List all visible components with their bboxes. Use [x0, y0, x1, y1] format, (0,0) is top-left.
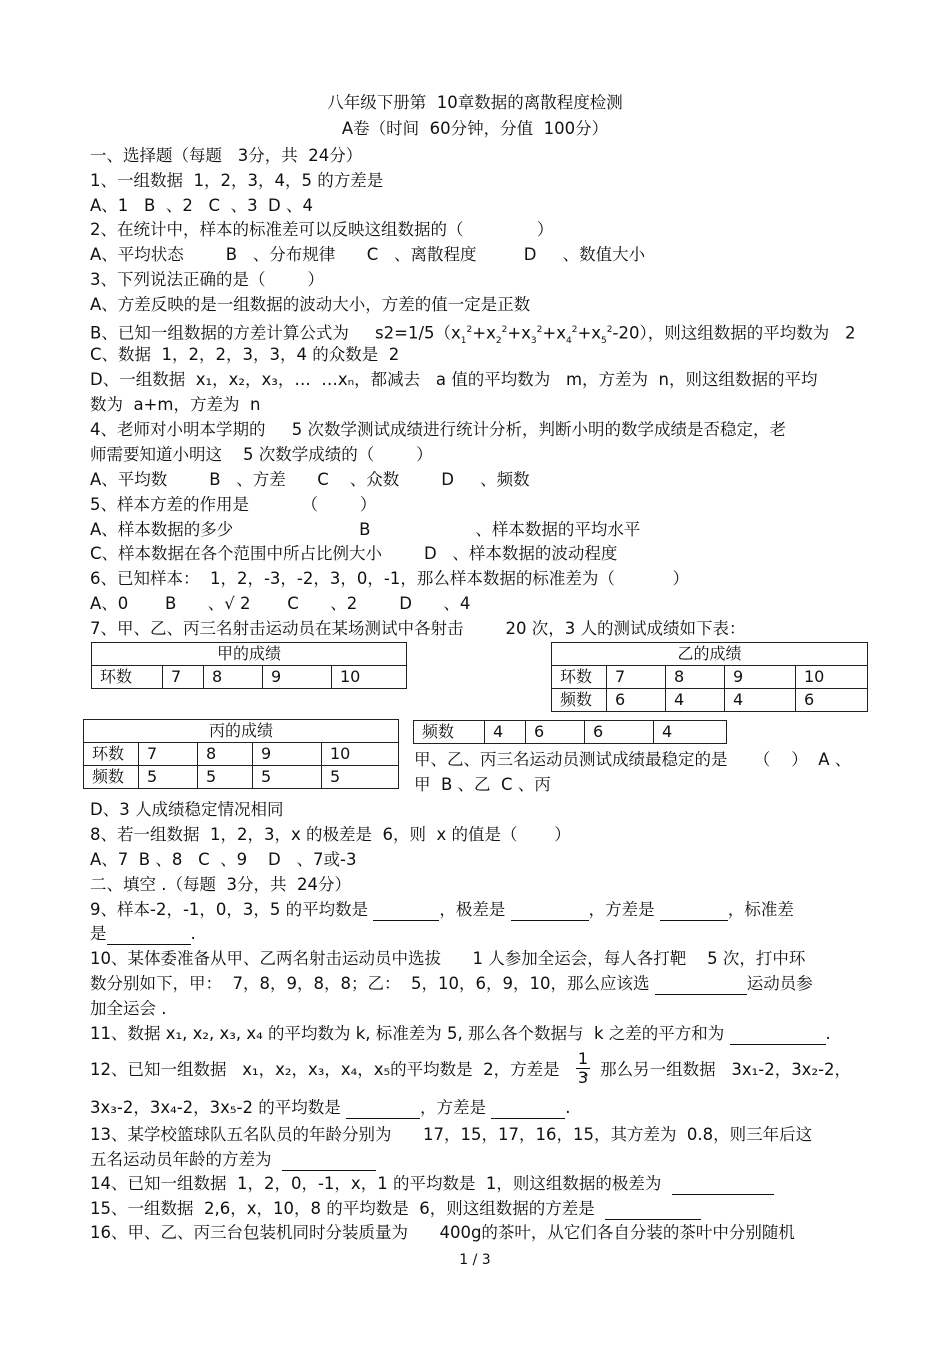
jia-score-table — [91, 642, 407, 689]
answer-blank[interactable] — [655, 976, 747, 995]
q14-stem: 14、已知一组数据 1，2，0，-1，x，1 的平均数是 1，则这组数据的极差为 — [90, 1173, 774, 1195]
q8-stem: 8、若一组数据 1，2，3，x 的极差是 6，则 x 的值是（ ） — [90, 825, 571, 844]
answer-blank[interactable] — [730, 1026, 826, 1045]
bing-ring-cell: 7 — [139, 743, 198, 766]
q3-option-d: D、一组数据 x₁，x₂，x₃，… …xₙ，都减去 a 值的平均数为 m，方差为 n，则这组数据的平均 — [90, 370, 818, 389]
q5-stem: 5、样本方差的作用是 （ ） — [90, 495, 377, 514]
q4-stem: 4、老师对小明本学期的 5 次数学测试成绩进行统计分析，判断小明的数学成绩是否稳定，老 — [90, 420, 786, 439]
answer-blank[interactable] — [282, 1152, 376, 1171]
q9-stem-cont: 是 . — [90, 924, 196, 943]
jia-rings-label: 环数 — [92, 666, 163, 689]
answer-blank[interactable] — [491, 1100, 565, 1119]
q1-stem: 1、一组数据 1，2，3，4，5 的方差是 — [90, 171, 384, 190]
fraction-numerator: 1 — [577, 1049, 589, 1068]
q2-options: A、平均状态 B 、分布规律 C 、离散程度 D 、数值大小 — [90, 245, 646, 264]
q7-question: 甲、乙、丙三名运动员测试成绩最稳定的是 （ ） A 、 — [414, 750, 852, 769]
yi-ring-cell: 10 — [796, 666, 868, 689]
q7-option-d: D、3 人成绩稳定情况相同 — [90, 800, 284, 819]
q6-options: A、0 B 、√ 2 C 、2 D 、4 — [90, 594, 471, 613]
exam-title: 八年级下册第 10章数据的离散程度检测 — [327, 93, 623, 112]
q1-options: A、1 B 、2 C 、3 D 、4 — [90, 196, 314, 215]
q3-option-c: C、数据 1，2，2，3，3，4 的众数是 2 — [90, 345, 400, 364]
jia-freq-cell: 6 — [585, 721, 654, 744]
yi-ring-cell: 8 — [666, 666, 725, 689]
bing-score-table — [83, 719, 399, 789]
fraction-one-third — [573, 1050, 593, 1087]
jia-ring-cell: 7 — [163, 666, 204, 689]
bing-rings-label: 环数 — [84, 743, 139, 766]
q9-stem: 9、样本-2，-1，0，3，5 的平均数是 ，极差是 ，方差是 ，标准差 — [90, 900, 794, 919]
yi-freq-cell: 6 — [607, 689, 666, 712]
bing-freq-cell: 5 — [322, 766, 399, 789]
q5-options-ab: A、样本数据的多少 B 、样本数据的平均水平 — [90, 520, 641, 539]
yi-table-caption: 乙的成绩 — [552, 643, 868, 666]
section-heading: 一、选择题（每题 3分，共 24分） — [90, 146, 363, 165]
answer-blank[interactable] — [605, 1201, 701, 1220]
answer-blank[interactable] — [660, 902, 728, 921]
q12-stem: 12、已知一组数据 x₁，x₂，x₃，x₄，x₅的平均数是 2，方差是 ，那么另一组数据 3x₁-2，3x₂-2， — [90, 1060, 852, 1079]
q4-options: A、平均数 B 、方差 C 、众数 D 、频数 — [90, 470, 530, 489]
jia-ring-cell: 10 — [332, 666, 407, 689]
bing-ring-cell: 10 — [322, 743, 399, 766]
q7-question-cont: 甲 B 、乙 C 、丙 — [414, 775, 551, 794]
bing-table-caption: 丙的成绩 — [84, 720, 399, 743]
bing-freq-cell: 5 — [253, 766, 322, 789]
q4-stem-cont: 师需要知道小明这 5 次数学成绩的（ ） — [90, 445, 433, 464]
q5-options-cd: C、样本数据在各个范围中所占比例大小 D 、样本数据的波动程度 — [90, 544, 618, 563]
q13-stem: 13、某学校篮球队五名队员的年龄分别为 17，15，17，16，15，其方差为 0.8，则三年后这 — [90, 1125, 813, 1144]
jia-table-caption: 甲的成绩 — [92, 643, 407, 666]
q3-option-d-cont: 数为 a+m，方差为 n — [90, 395, 261, 414]
answer-blank[interactable] — [511, 902, 589, 921]
jia-freq-cell: 4 — [654, 721, 727, 744]
q10-stem-cont: 数分别如下，甲： 7，8，9，8，8；乙： 5，10，6，9，10，那么应该选 运动员参 — [90, 974, 813, 993]
q10-stem: 10、某体委准备从甲、乙两名射击运动员中选拔 1 人参加全运会，每人各打靶 5 次，打中环 — [90, 949, 806, 968]
q16-stem: 16、甲、乙、丙三台包装机同时分装质量为 400g的茶叶，从它们各自分装的茶叶中分别随机 — [90, 1223, 795, 1242]
q10-stem-end: 加全运会 . — [90, 999, 167, 1018]
yi-freq-label: 频数 — [552, 689, 607, 712]
yi-freq-cell: 4 — [725, 689, 796, 712]
yi-freq-cell: 6 — [796, 689, 868, 712]
q13-stem-cont: 五名运动员年龄的方差为 — [90, 1149, 376, 1171]
q6-stem: 6、已知样本： 1，2，-3，-2，3，0，-1，那么样本数据的标准差为（ ） — [90, 569, 690, 588]
jia-freq-label: 频数 — [414, 721, 485, 744]
exam-subtitle: A卷（时间 60分钟，分值 100分） — [341, 119, 609, 138]
yi-ring-cell: 7 — [607, 666, 666, 689]
q15-stem: 15、一组数据 2,6，x，10，8 的平均数是 6，则这组数据的方差是 — [90, 1198, 701, 1220]
jia-freq-cell: 6 — [526, 721, 585, 744]
bing-freq-cell: 5 — [198, 766, 253, 789]
jia-freq-table — [413, 720, 727, 744]
q11-stem: 11、数据 x₁, x₂, x₃, x₄ 的平均数为 k, 标准差为 5, 那么各个数据与 k 之差的平方和为 . — [90, 1024, 831, 1043]
q3-stem: 3、下列说法正确的是（ ） — [90, 270, 324, 289]
yi-score-table — [551, 642, 868, 712]
jia-ring-cell: 9 — [263, 666, 332, 689]
yi-rings-label: 环数 — [552, 666, 607, 689]
q8-options: A、7 B 、8 C 、9 D 、7或-3 — [90, 850, 357, 869]
bing-ring-cell: 8 — [198, 743, 253, 766]
fraction-denominator: 3 — [577, 1068, 589, 1087]
answer-blank[interactable] — [107, 926, 191, 945]
q3-option-a: A、方差反映的是一组数据的波动大小，方差的值一定是正数 — [90, 295, 531, 314]
q12-stem-cont: 3x₃-2，3x₄-2，3x₅-2 的平均数是 ，方差是 . — [90, 1098, 571, 1117]
section-heading: 二、填空 .（每题 3分，共 24分） — [90, 875, 351, 894]
bing-ring-cell: 9 — [253, 743, 322, 766]
yi-ring-cell: 9 — [725, 666, 796, 689]
q7-stem: 7、甲、乙、丙三名射击运动员在某场测试中各射击 20 次，3 人的测试成绩如下表： — [90, 619, 746, 638]
answer-blank[interactable] — [373, 902, 439, 921]
yi-freq-cell: 4 — [666, 689, 725, 712]
jia-freq-cell: 4 — [485, 721, 526, 744]
bing-freq-cell: 5 — [139, 766, 198, 789]
answer-blank[interactable] — [672, 1176, 774, 1195]
page-number: 1 / 3 — [459, 1252, 491, 1268]
q2-stem: 2、在统计中，样本的标准差可以反映这组数据的（ ） — [90, 220, 554, 239]
bing-freq-label: 频数 — [84, 766, 139, 789]
q3-option-b: B、已知一组数据的方差计算公式为 $s2=1/5(x_1^2+x_2^2+x_3^2+x_4^2+x_5^2-20)$，则这组数据的平均数为 2 — [90, 323, 856, 346]
answer-blank[interactable] — [346, 1100, 420, 1119]
jia-ring-cell: 8 — [204, 666, 263, 689]
